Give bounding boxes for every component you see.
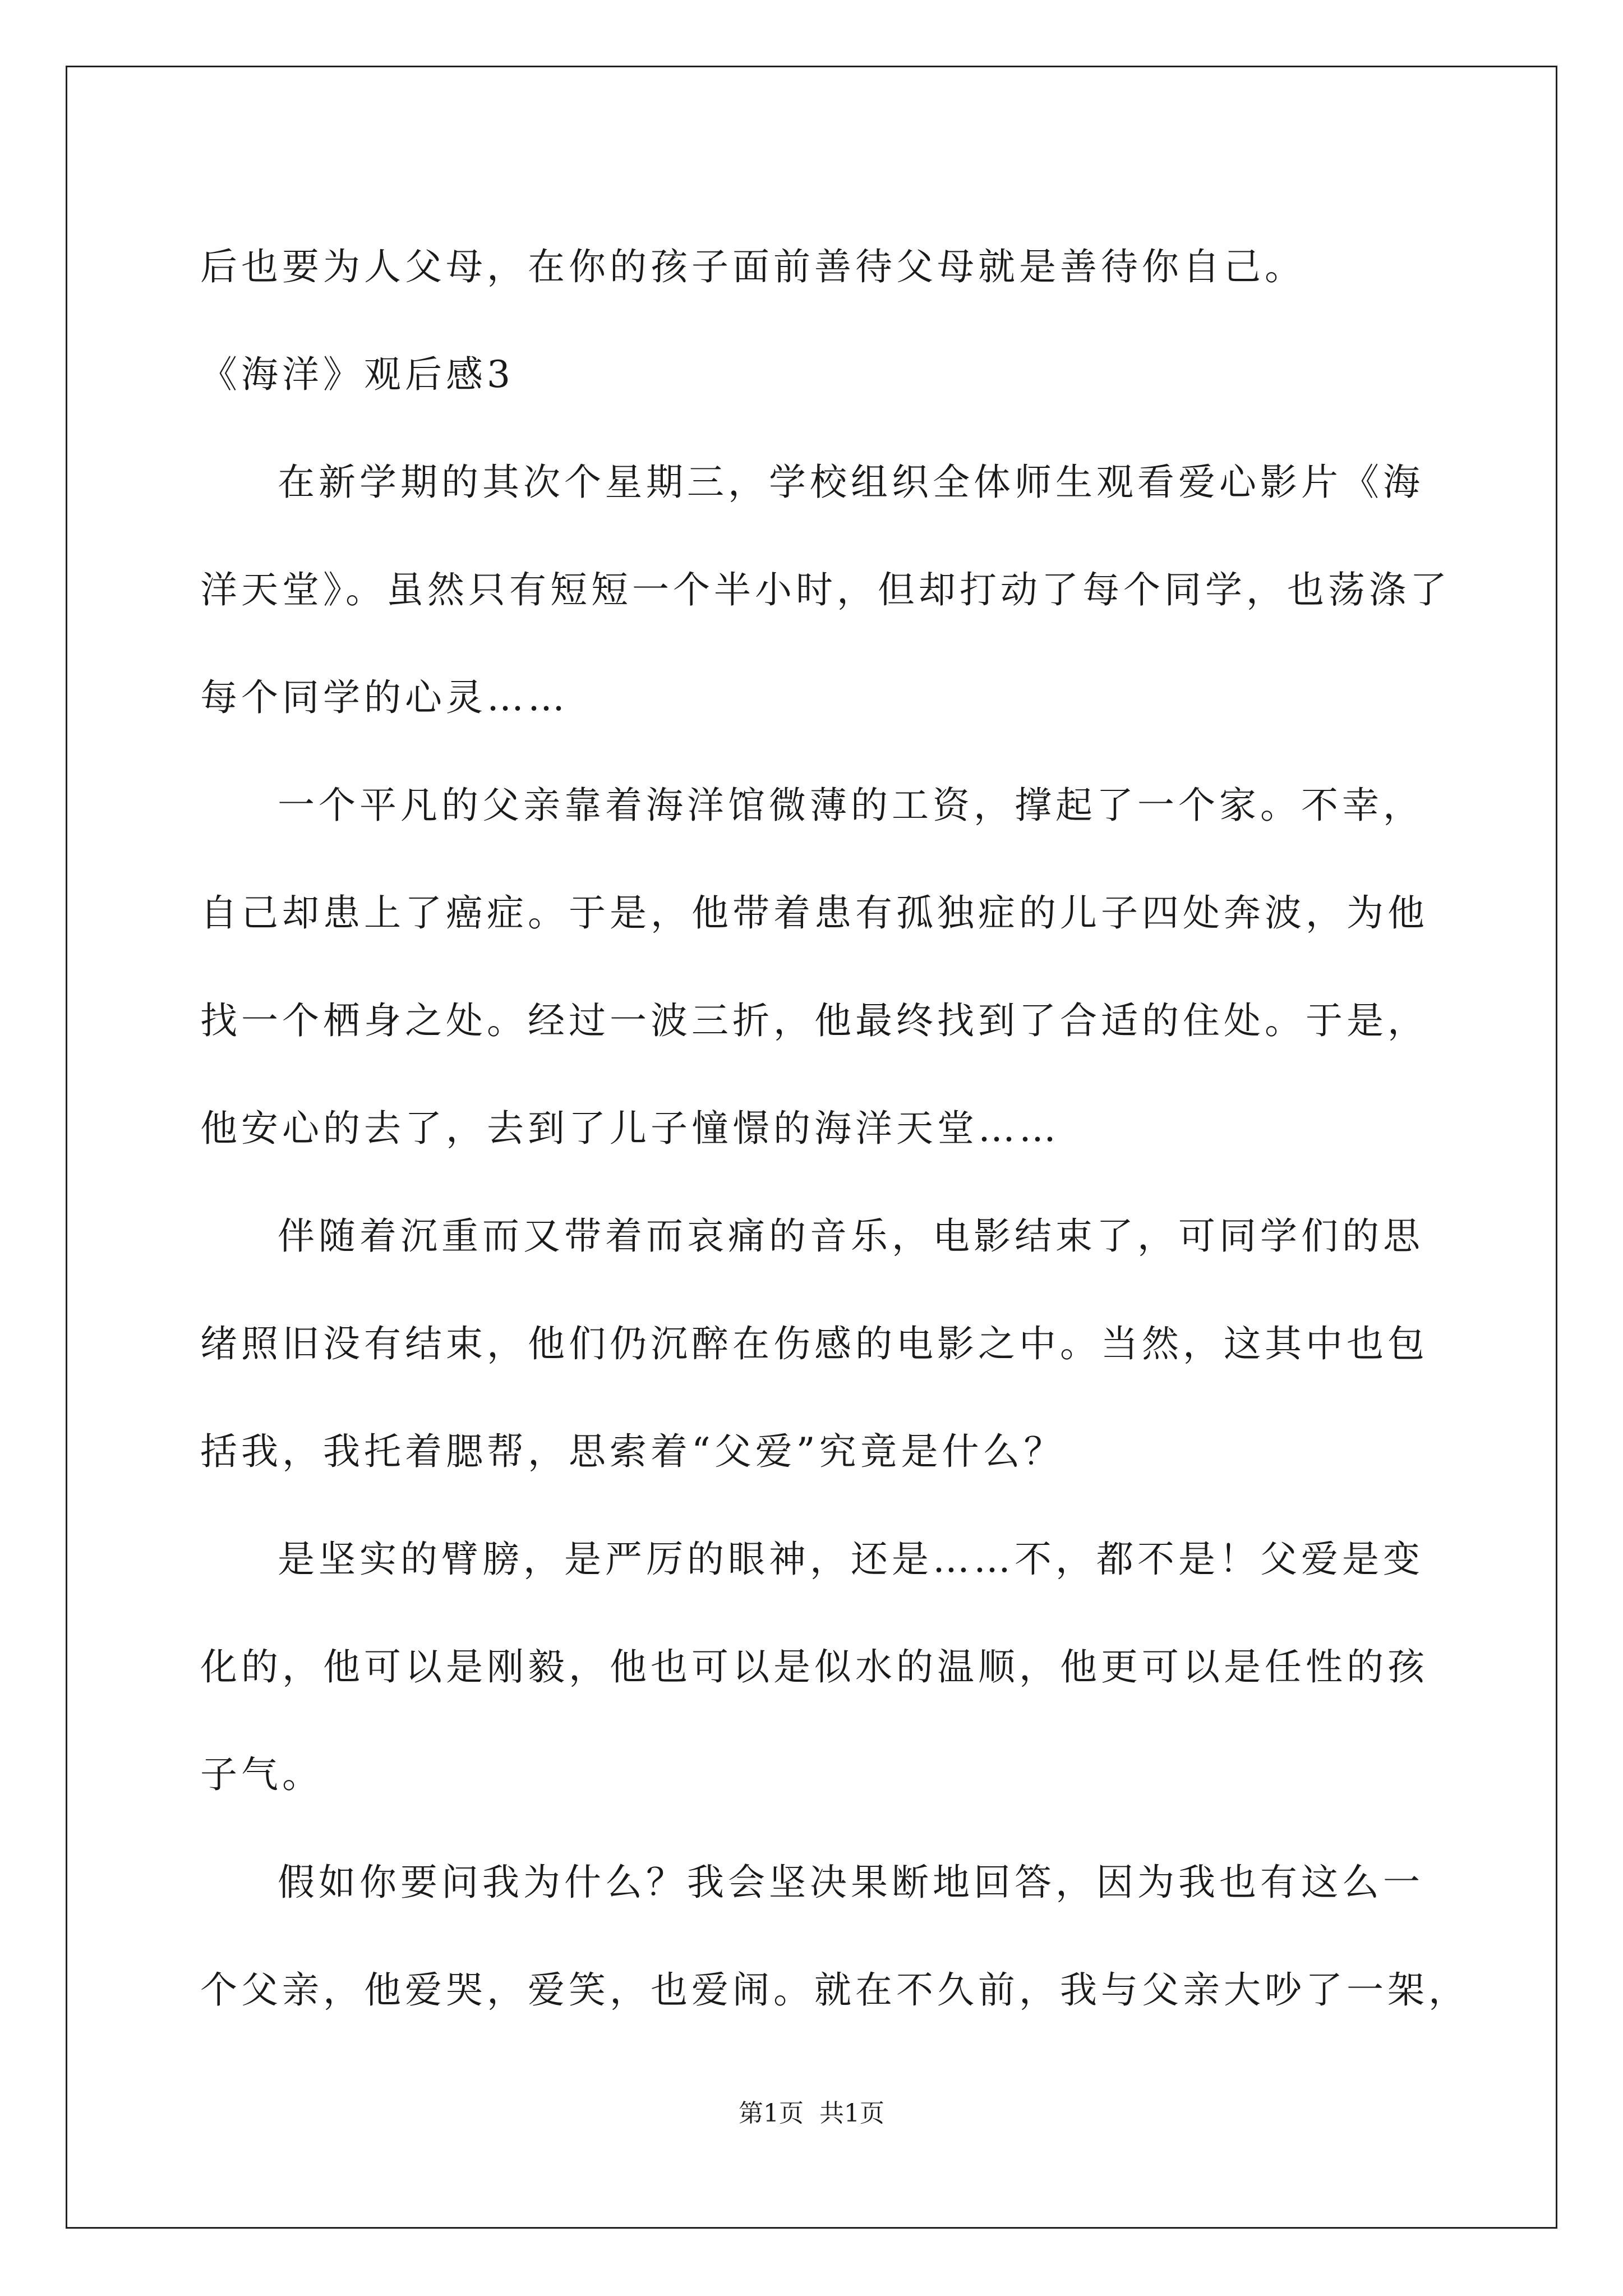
text-line: 括我，我托着腮帮，思索着“父爱”究竟是什么？ [200, 1430, 1065, 1473]
page-total: 共1页 [819, 2099, 884, 2128]
text-line: 自己却患上了癌症。于是，他带着患有孤独症的儿子四处奔波，为他 [200, 891, 1428, 935]
document-body [200, 213, 1469, 2044]
text-line: 子气。 [200, 1753, 323, 1796]
page-number: 第1页 [739, 2099, 804, 2128]
text-line: 找一个栖身之处。经过一波三折，他最终找到了合适的住处。于是， [200, 999, 1428, 1042]
text-line: 每个同学的心灵…… [200, 676, 569, 719]
section-heading: 《海洋》观后感3 [200, 353, 514, 396]
text-line: 洋天堂》。虽然只有短短一个半小时，但却打动了每个同学，也荡涤了 [200, 568, 1451, 611]
text-line: 一个平凡的父亲靠着海洋馆微薄的工资，撑起了一个家。不幸， [278, 784, 1424, 827]
text-line: 假如你要问我为什么？我会坚决果断地回答，因为我也有这么一 [278, 1861, 1424, 1904]
text-line: 后也要为人父母，在你的孩子面前善待父母就是善待你自己。 [200, 245, 1306, 288]
text-line: 在新学期的其次个星期三，学校组织全体师生观看爱心影片《海 [278, 461, 1424, 504]
page-footer [0, 2097, 1623, 2131]
text-line: 伴随着沉重而又带着而哀痛的音乐，电影结束了，可同学们的思 [278, 1214, 1424, 1258]
text-line: 绪照旧没有结束，他们仍沉醉在伤感的电影之中。当然，这其中也包 [200, 1322, 1428, 1365]
text-line: 是坚实的臂膀，是严厉的眼神，还是……不，都不是！父爱是变 [278, 1538, 1424, 1581]
text-line: 个父亲，他爱哭，爱笑，也爱闹。就在不久前，我与父亲大吵了一架， [200, 1968, 1469, 2012]
text-line: 化的，他可以是刚毅，他也可以是似水的温顺，他更可以是任性的孩 [200, 1645, 1428, 1688]
text-line: 他安心的去了，去到了儿子憧憬的海洋天堂…… [200, 1107, 1060, 1150]
